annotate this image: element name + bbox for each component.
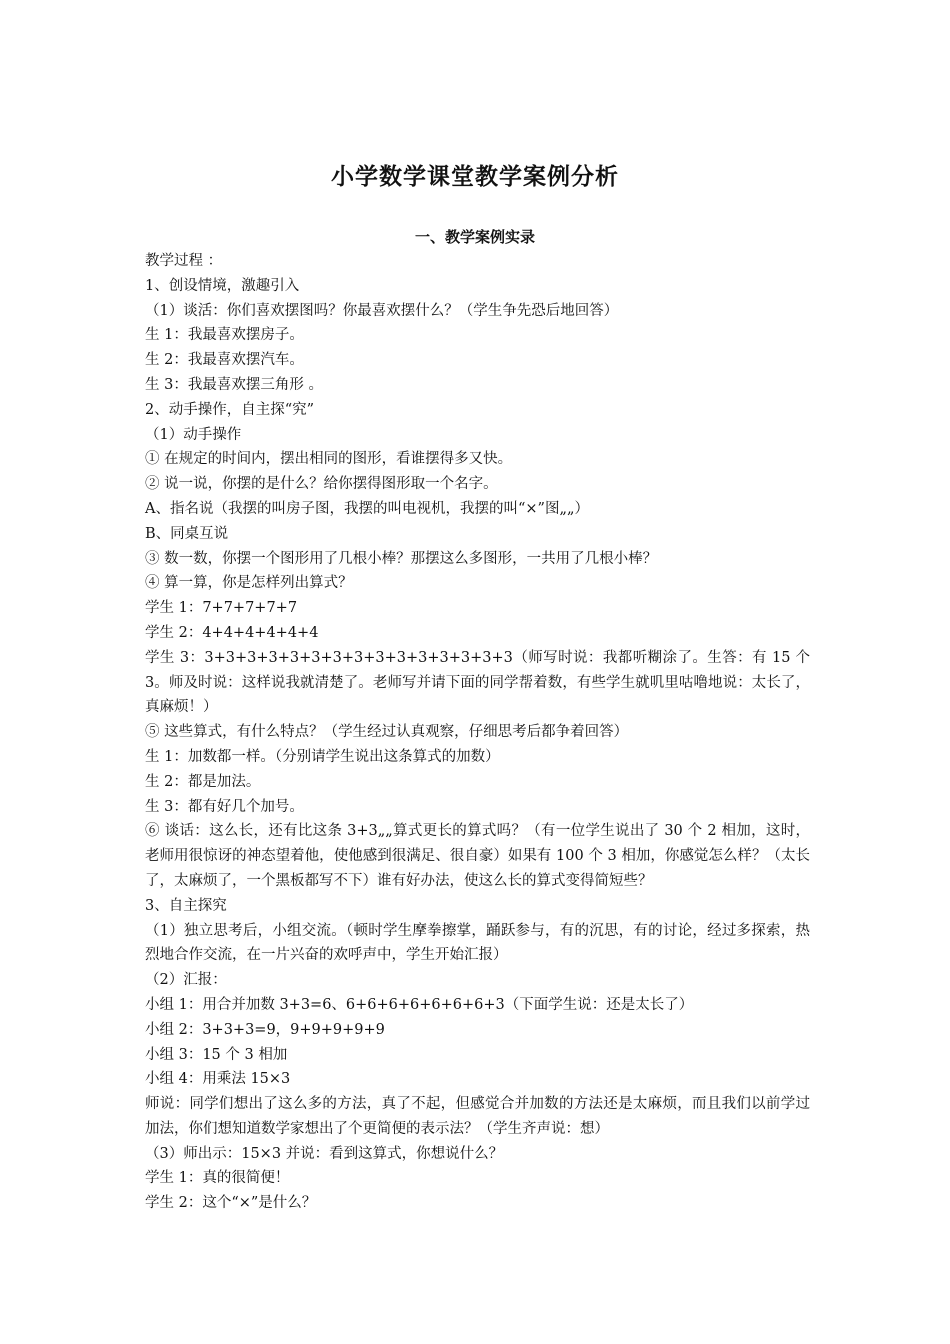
text-line: 生 3：我最喜欢摆三角形 。 bbox=[145, 376, 323, 393]
text-line: 3、自主探究 bbox=[145, 897, 227, 914]
text-line: 小组 2：3+3+3=9，9+9+9+9+9 bbox=[145, 1021, 385, 1038]
text-line: 生 3：都有好几个加号。 bbox=[145, 798, 304, 815]
text-line: 生 2：我最喜欢摆汽车。 bbox=[145, 352, 304, 369]
text-line: ④ 算一算，你是怎样列出算式？ bbox=[145, 575, 353, 592]
text-line: ③ 数一数，你摆一个图形用了几根小棒？那摆这么多图形，一共用了几根小棒？ bbox=[145, 550, 658, 567]
page-title: 小学数学课堂教学案例分析 bbox=[331, 164, 619, 190]
section-heading: 一、教学案例实录 bbox=[414, 228, 535, 246]
document-body bbox=[145, 249, 815, 1216]
text-line: （1）动手操作 bbox=[145, 426, 242, 443]
text-line: B、同桌互说 bbox=[145, 525, 229, 542]
text-line: A、指名说（我摆的叫房子图，我摆的叫电视机，我摆的叫“×”图„„） bbox=[145, 500, 589, 517]
text-line: 学生 2：4+4+4+4+4+4 bbox=[145, 624, 319, 641]
text-line: （3）师出示：15×3 并说：看到这算式，你想说什么？ bbox=[145, 1145, 504, 1162]
text-line: 学生 1：真的很简便！ bbox=[145, 1170, 290, 1187]
text-line: 师说：同学们想出了这么多的方法，真了不起，但感觉合并加数的方法还是太麻烦，而且我们以前学过加法，你们想知道数学家想出了个更简便的表示法？（学生齐声说：想） bbox=[145, 1096, 810, 1137]
text-line: 小组 4：用乘法 15×3 bbox=[145, 1071, 291, 1088]
text-line: ⑥ 谈话：这么长，还有比这条 3+3„„算式更长的算式吗？（有一位学生说出了 30 个 2 相加，这时，老师用很惊讶的神态望着他，使他感到很满足、很自豪）如果有 100 个 3 相加，你感觉怎么样？（太长了，太麻烦了，一个黑板都写不下）谁有好办法，使这么长的算式变得简短些？ bbox=[145, 823, 810, 889]
text-line: 学生 3：3+3+3+3+3+3+3+3+3+3+3+3+3+3+3（师写时说：我都听糊涂了。生答：有 15 个 3。师及时说：这样说我就清楚了。老师写并请下面的同学帮着数，有些学生就叽里咕噜地说：太长了，真麻烦！） bbox=[145, 649, 815, 716]
text-line: ① 在规定的时间内，摆出相同的图形，看谁摆得多又快。 bbox=[145, 451, 513, 468]
text-line: 2、动手操作，自主探“究” bbox=[145, 401, 315, 418]
text-line: 学生 1：7+7+7+7+7 bbox=[145, 600, 298, 617]
text-line: （2）汇报： bbox=[145, 972, 227, 989]
text-line: （1）独立思考后，小组交流。（顿时学生摩拳擦掌，踊跃参与，有的沉思，有的讨论，经过多探索，热烈地合作交流，在一片兴奋的欢呼声中，学生开始汇报） bbox=[145, 922, 810, 964]
text-line: 学生 2：这个“×”是什么？ bbox=[145, 1195, 317, 1212]
text-line: 小组 1：用合并加数 3+3=6、6+6+6+6+6+6+6+3（下面学生说：还是太长了） bbox=[145, 996, 694, 1013]
text-line: （1）谈活：你们喜欢摆图吗？你最喜欢摆什么？（学生争先恐后地回答） bbox=[145, 302, 619, 319]
text-line: 1、创设情境，激趣引入 bbox=[145, 277, 300, 294]
text-line: 生 1：我最喜欢摆房子。 bbox=[145, 327, 304, 344]
text-line: ② 说一说，你摆的是什么？给你摆得图形取一个名字。 bbox=[145, 476, 498, 493]
text-line: ⑤ 这些算式，有什么特点？（学生经过认真观察，仔细思考后都争着回答） bbox=[145, 724, 629, 741]
text-line: 生 2：都是加法。 bbox=[145, 773, 261, 790]
text-line: 生 1：加数都一样。（分别请学生说出这条算式的加数） bbox=[145, 748, 500, 765]
text-line: 小组 3：15 个 3 相加 bbox=[145, 1046, 288, 1063]
text-line: 教学过程 ： bbox=[145, 253, 223, 269]
